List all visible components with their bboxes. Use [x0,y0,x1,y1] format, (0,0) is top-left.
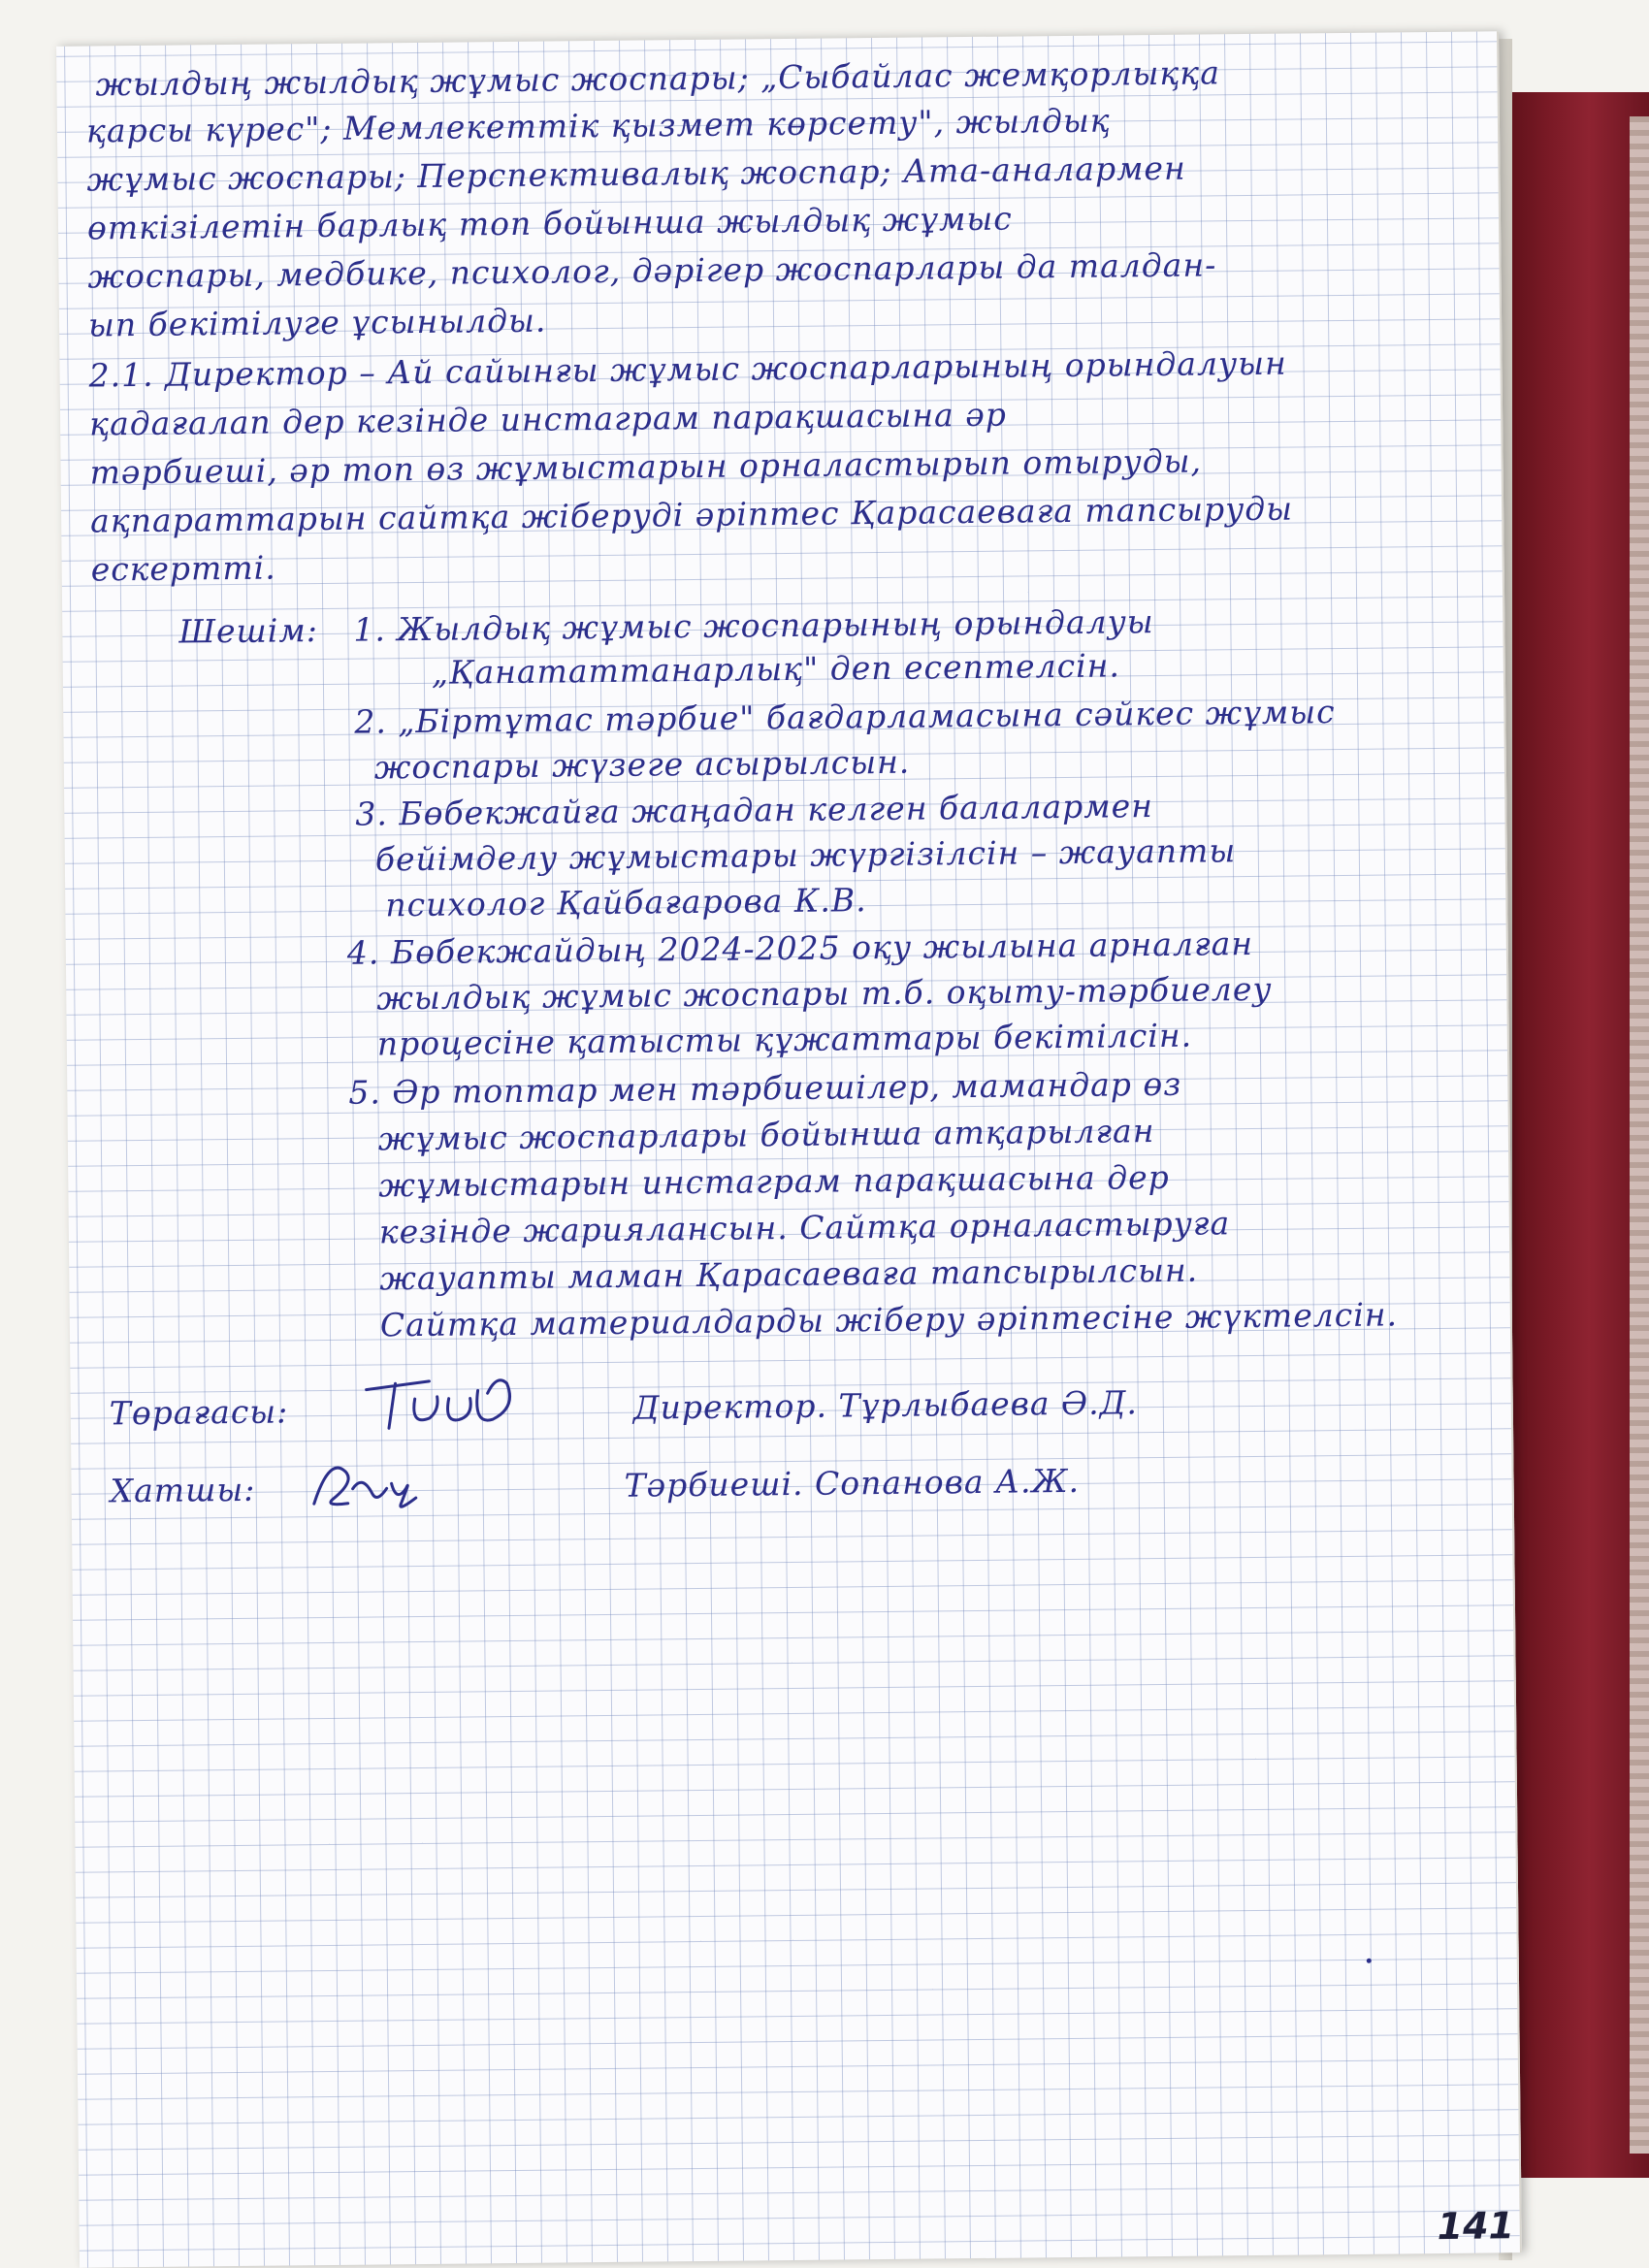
decision-5-line: жұмыс жоспарлары бойынша атқарылған [377,1112,1155,1158]
decision-1-line: 1. Жылдық жұмыс жоспарының орындалуы [353,602,1154,649]
decision-2-line: жоспары жүзеге асырылсын. [373,742,911,787]
secretary-signature [304,1448,479,1518]
decision-4-line: жылдық жұмыс жоспары т.б. оқыту-тәрбиелеу [376,969,1273,1018]
intro-line: қарсы күрес"; Мемлекеттік қызмет көрсету", жылдық [85,101,1111,150]
decision-3-line: 3. Бөбекжайға жаңадан келген балалармен [355,787,1154,833]
item-2-1-line: 2.1. Директор – Ай сайынғы жұмыс жоспарларының орындалуын [88,343,1287,395]
decision-4-line: процесіне қатысты құжаттары бекітілсін. [376,1016,1193,1063]
decision-5-line: 5. Әр топтар мен тәрбиешілер, мамандар өз [348,1064,1182,1112]
decision-5-line: жауапты маман Қарасаеваға тапсырылсын. [379,1250,1199,1298]
ink-dot [1367,1959,1372,1963]
chair-signature [361,1369,536,1439]
intro-line: өткізілетін барлық топ бойынша жылдық жұмыс [86,199,1013,247]
intro-line: жылдың жылдық жұмыс жоспары; „Сыбайлас жемқорлыққа [95,53,1221,104]
item-2-1-line: ақпараттарын сайтқа жіберуді әріптес Қарасаеваға тапсыруды [89,489,1294,540]
decision-4-line: 4. Бөбекжайдың 2024-2025 оқу жылына арналған [346,923,1254,972]
decision-5-line: кезінде жариялансын. Сайтқа орналастыруға [378,1204,1231,1251]
chair-label: Төрағасы: [109,1392,289,1433]
decision-3-line: психолог Қайбағарова К.В. [385,881,867,924]
intro-line: жұмыс жоспары; Перспективалық жоспар; Ата-аналармен [86,148,1186,199]
intro-line: жоспары, медбике, психолог, дәрігер жоспарлары да талдан- [87,245,1217,296]
secretary-role: Тәрбиеші. Сопанова А.Ж. [624,1461,1081,1505]
decision-5-line: Сайтқа материалдарды жіберу әріптесіне жүктелсін. [379,1295,1399,1345]
item-2-1-line: ескертті. [90,548,276,589]
chair-role: Директор. Тұрлыбаева Ә.Д. [632,1383,1139,1427]
item-2-1-line: тәрбиеші, әр топ өз жұмыстарын орналастырып отыруды, [89,441,1203,492]
decision-5-line: жұмыстарын инстаграм парақшасына дер [378,1157,1170,1205]
secretary-label: Хатшы: [110,1470,256,1510]
decision-2-line: 2. „Біртұтас тәрбие" бағдарламасына сәйкес жұмыс [354,693,1336,741]
notebook-cover [1499,92,1649,2178]
cover-edge [1630,116,1649,2154]
notebook-page [56,31,1522,2267]
item-2-1-line: қадағалап дер кезінде инстаграм парақшасына әр [88,395,1008,443]
page-number: 141 [1437,2204,1515,2249]
decision-3-line: бейімделу жұмыстары жүргізілсін – жауапты [374,831,1237,879]
decision-1-line: „Қанататтанарлық" деп есептелсін. [431,646,1121,692]
intro-line: ып бекітілуге ұсынылды. [87,301,547,344]
decision-label: Шешім: [178,611,319,651]
